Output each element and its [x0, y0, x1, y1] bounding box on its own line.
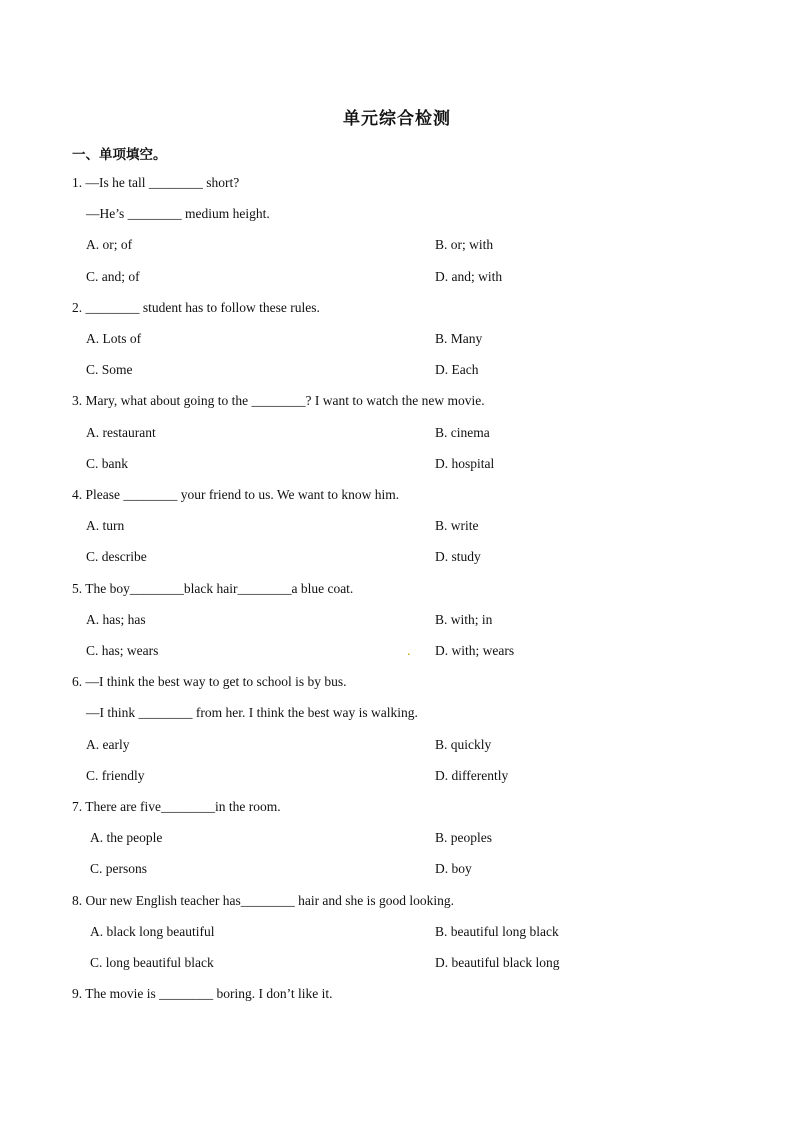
question-9-stem: 9. The movie is ________ boring. I don’t like it. — [72, 986, 333, 1001]
question-1-option-a: A. or; of — [86, 237, 133, 252]
question-8-option-b: B. beautiful long black — [435, 924, 559, 939]
stray-mark: . — [407, 644, 411, 659]
question-6-option-c: C. friendly — [86, 768, 145, 783]
question-6-reply: —I think ________ from her. I think the best way is walking. — [86, 705, 418, 720]
question-7-option-c: C. persons — [90, 861, 147, 876]
question-8-option-c: C. long beautiful black — [90, 955, 214, 970]
question-1-option-d: D. and; with — [435, 269, 503, 284]
question-3-option-c: C. bank — [86, 456, 128, 471]
question-5-option-a: A. has; has — [86, 612, 146, 627]
question-8-stem: 8. Our new English teacher has________ hair and she is good looking. — [72, 893, 455, 908]
question-7-option-b: B. peoples — [435, 830, 492, 845]
question-4-option-b: B. write — [435, 518, 479, 533]
question-6-option-b: B. quickly — [435, 737, 492, 752]
question-7-option-a: A. the people — [90, 830, 163, 845]
question-4-option-a: A. turn — [86, 518, 125, 533]
question-2-option-b: B. Many — [435, 331, 483, 346]
question-5-option-c: C. has; wears — [86, 643, 159, 658]
section-heading: 一、单项填空。 — [72, 147, 167, 163]
question-3-stem: 3. Mary, what about going to the ________? I want to watch the new movie. — [72, 393, 485, 408]
question-5-option-d: D. with; wears — [435, 643, 515, 658]
question-6-stem: 6. —I think the best way to get to school is by bus. — [72, 674, 347, 689]
question-2-option-d: D. Each — [435, 362, 479, 377]
question-4-stem: 4. Please ________ your friend to us. We want to know him. — [72, 487, 400, 502]
question-1-reply: —He’s ________ medium height. — [86, 206, 270, 221]
question-1-stem: 1. —Is he tall ________ short? — [72, 175, 240, 190]
question-1-option-b: B. or; with — [435, 237, 494, 252]
question-5-option-b: B. with; in — [435, 612, 493, 627]
page-title: 单元综合检测 — [343, 109, 451, 129]
question-6-option-d: D. differently — [435, 768, 509, 783]
question-4-option-d: D. study — [435, 549, 481, 564]
question-8-option-d: D. beautiful black long — [435, 955, 560, 970]
question-5-stem: 5. The boy________black hair________a blue coat. — [72, 581, 354, 596]
question-3-option-a: A. restaurant — [86, 425, 156, 440]
question-6-option-a: A. early — [86, 737, 130, 752]
question-4-option-c: C. describe — [86, 549, 147, 564]
question-3-option-b: B. cinema — [435, 425, 490, 440]
question-2-option-a: A. Lots of — [86, 331, 142, 346]
question-7-stem: 7. There are five________in the room. — [72, 799, 281, 814]
question-2-option-c: C. Some — [86, 362, 133, 377]
question-8-option-a: A. black long beautiful — [90, 924, 215, 939]
question-1-option-c: C. and; of — [86, 269, 140, 284]
question-2-stem: 2. ________ student has to follow these rules. — [72, 300, 320, 315]
question-7-option-d: D. boy — [435, 861, 472, 876]
question-3-option-d: D. hospital — [435, 456, 495, 471]
